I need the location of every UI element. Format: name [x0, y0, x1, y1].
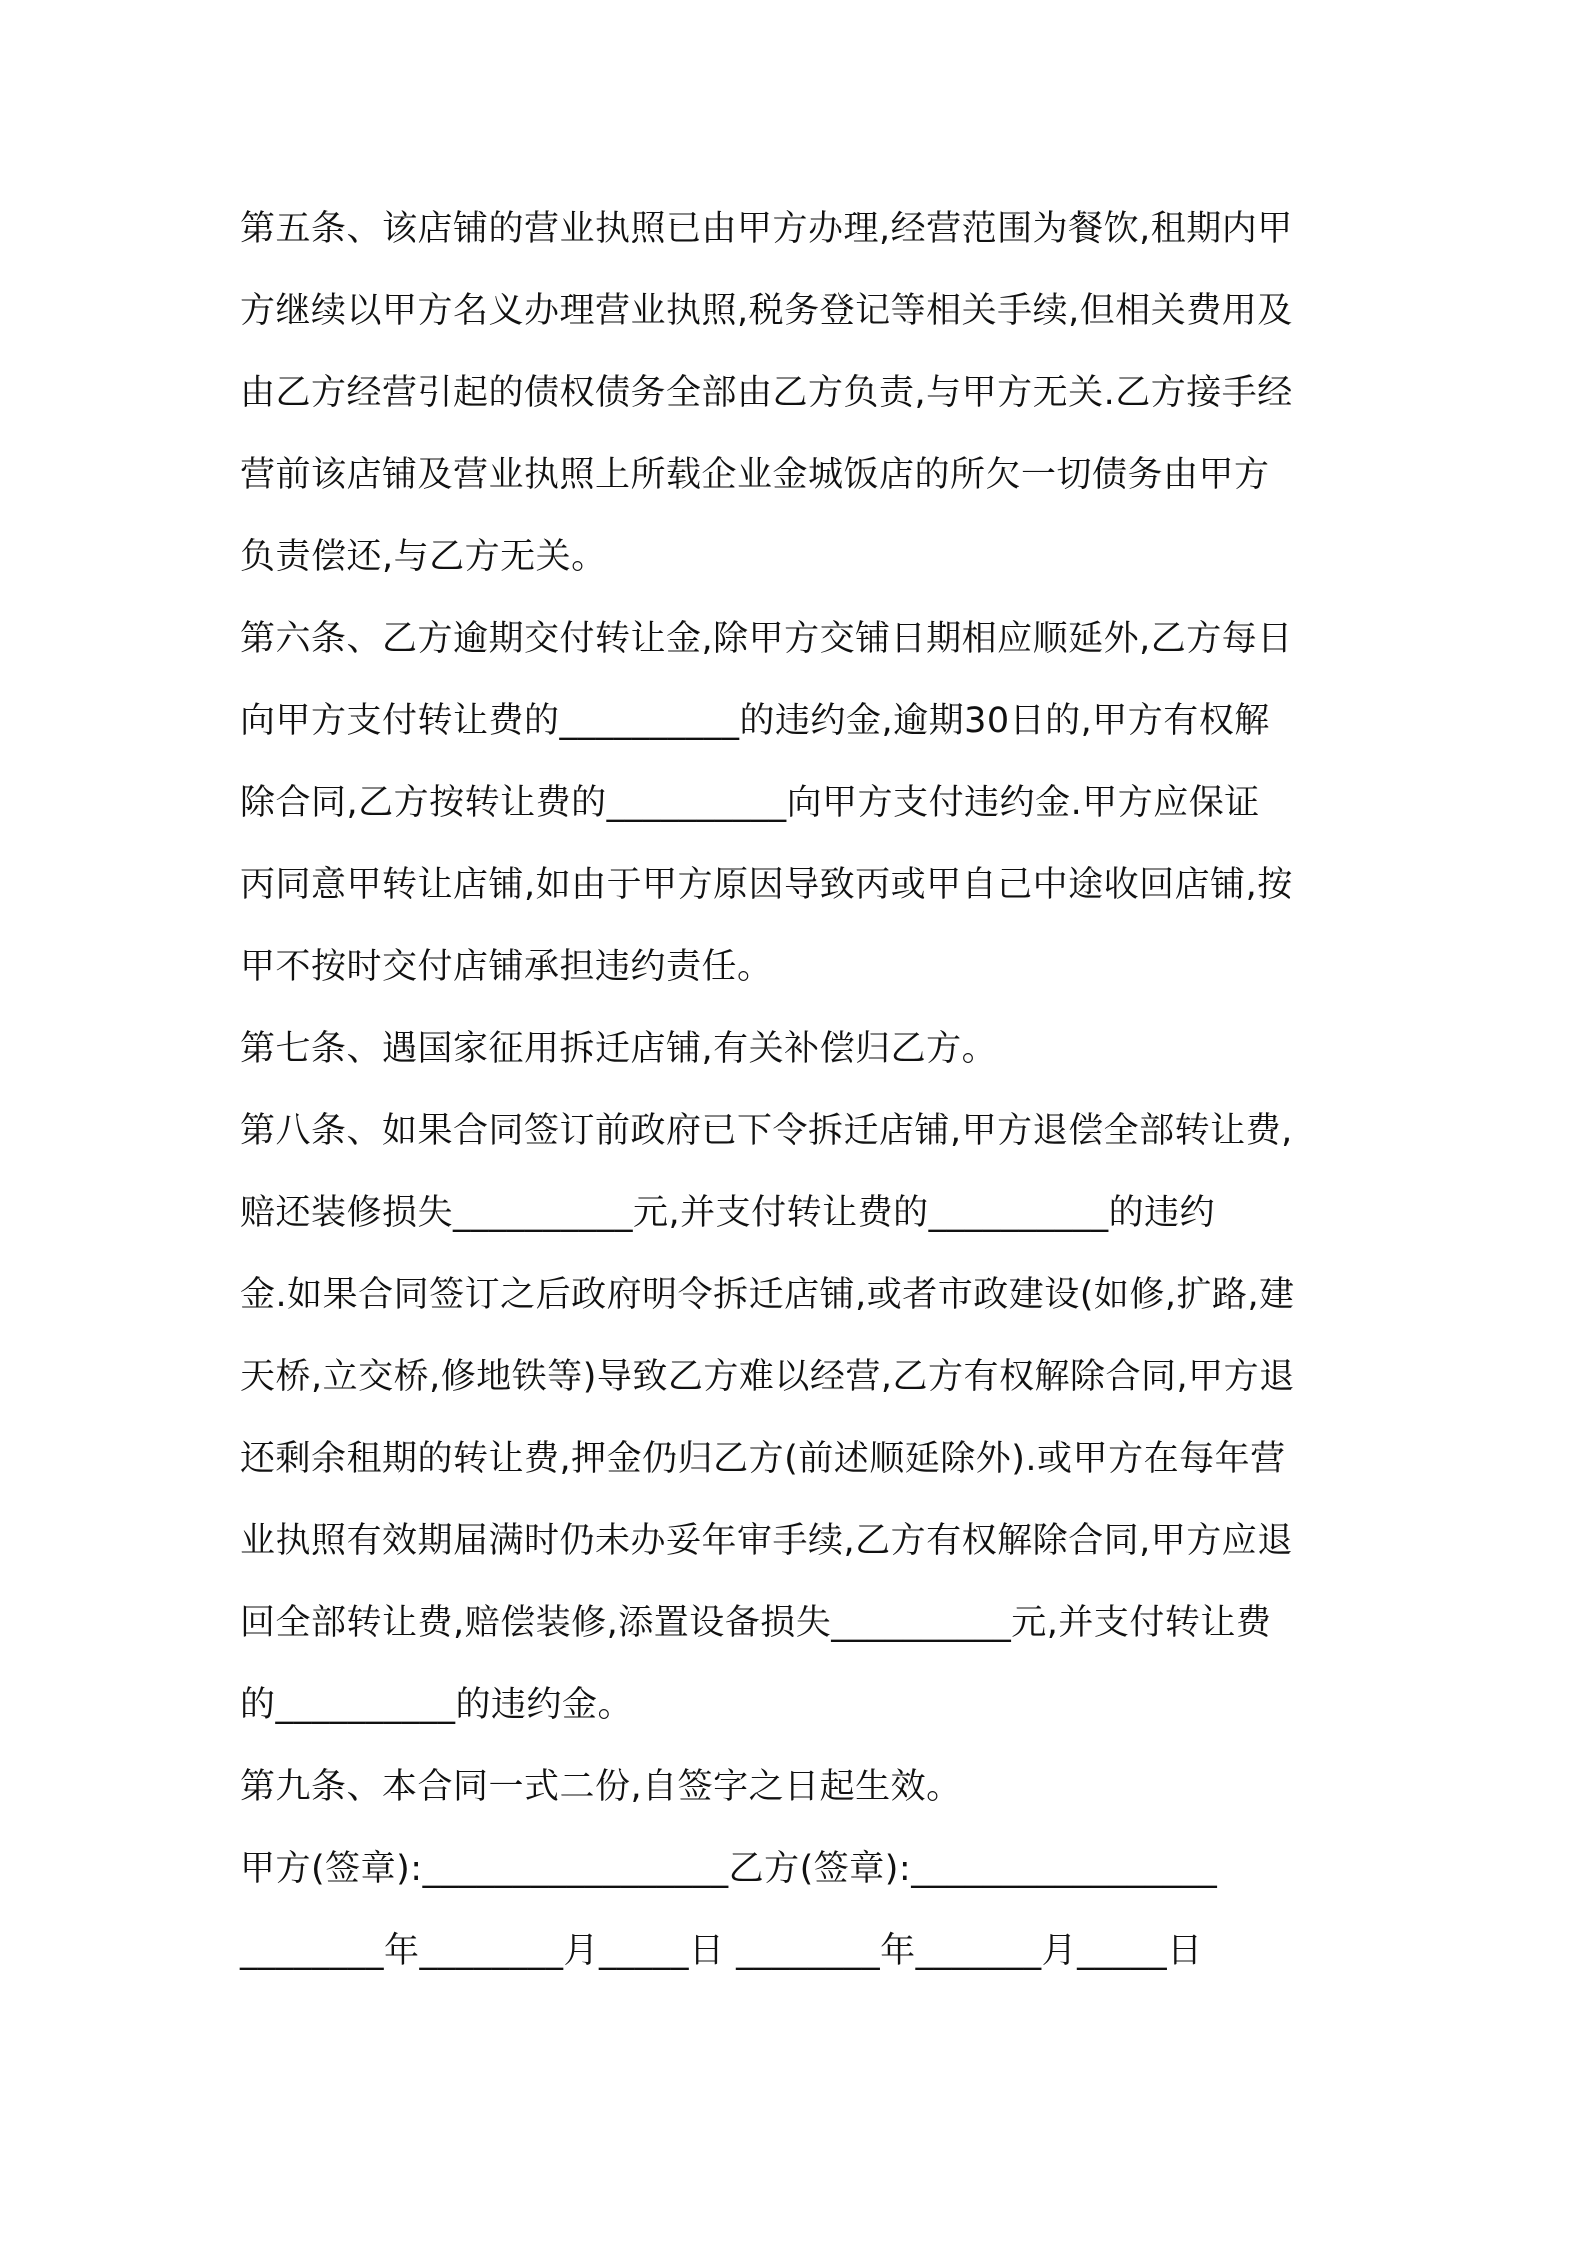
article-5-line-2: 方继续以甲方名义办理营业执照,税务登记等相关手续,但相关费用及: [240, 291, 1293, 331]
article-6-line-2: 向甲方支付转让费的__________的违约金,逾期30日的,甲方有权解: [240, 701, 1270, 741]
article-8-line-4: 天桥,立交桥,修地铁等)导致乙方难以经营,乙方有权解除合同,甲方退: [240, 1357, 1295, 1397]
article-8-line-5: 还剩余租期的转让费,押金仍归乙方(前述顺延除外).或甲方在每年营: [240, 1439, 1286, 1479]
signature-line: 甲方(签章):_________________乙方(签章):_________________: [240, 1849, 1218, 1889]
article-8-line-2: 赔还装修损失__________元,并支付转让费的__________的违约: [240, 1193, 1216, 1233]
article-9-line-1: 第九条、本合同一式二份,自签字之日起生效。: [240, 1767, 962, 1807]
date-line: ________年________月_____日 ________年_______月_____日: [240, 1931, 1203, 1971]
article-8-line-8: 的__________的违约金。: [240, 1685, 634, 1725]
article-6-line-1: 第六条、乙方逾期交付转让金,除甲方交铺日期相应顺延外,乙方每日: [240, 619, 1293, 659]
article-6-line-5: 甲不按时交付店铺承担违约责任。: [240, 947, 773, 987]
article-5-line-4: 营前该店铺及营业执照上所载企业金城饭店的所欠一切债务由甲方: [240, 455, 1270, 495]
article-8-line-6: 业执照有效期届满时仍未办妥年审手续,乙方有权解除合同,甲方应退: [240, 1521, 1293, 1561]
article-6-line-3: 除合同,乙方按转让费的__________向甲方支付违约金.甲方应保证: [240, 783, 1260, 823]
article-5-line-3: 由乙方经营引起的债权债务全部由乙方负责,与甲方无关.乙方接手经: [240, 373, 1293, 413]
article-5-line-1: 第五条、该店铺的营业执照已由甲方办理,经营范围为餐饮,租期内甲: [240, 209, 1293, 249]
article-8-line-7: 回全部转让费,赔偿装修,添置设备损失__________元,并支付转让费: [240, 1603, 1272, 1643]
article-7-line-1: 第七条、遇国家征用拆迁店铺,有关补偿归乙方。: [240, 1029, 998, 1069]
article-8-line-1: 第八条、如果合同签订前政府已下令拆迁店铺,甲方退偿全部转让费,: [240, 1111, 1293, 1151]
article-5-line-5: 负责偿还,与乙方无关。: [240, 537, 607, 577]
article-6-line-4: 丙同意甲转让店铺,如由于甲方原因导致丙或甲自己中途收回店铺,按: [240, 865, 1293, 905]
article-8-line-3: 金.如果合同签订之后政府明令拆迁店铺,或者市政建设(如修,扩路,建: [240, 1275, 1295, 1315]
